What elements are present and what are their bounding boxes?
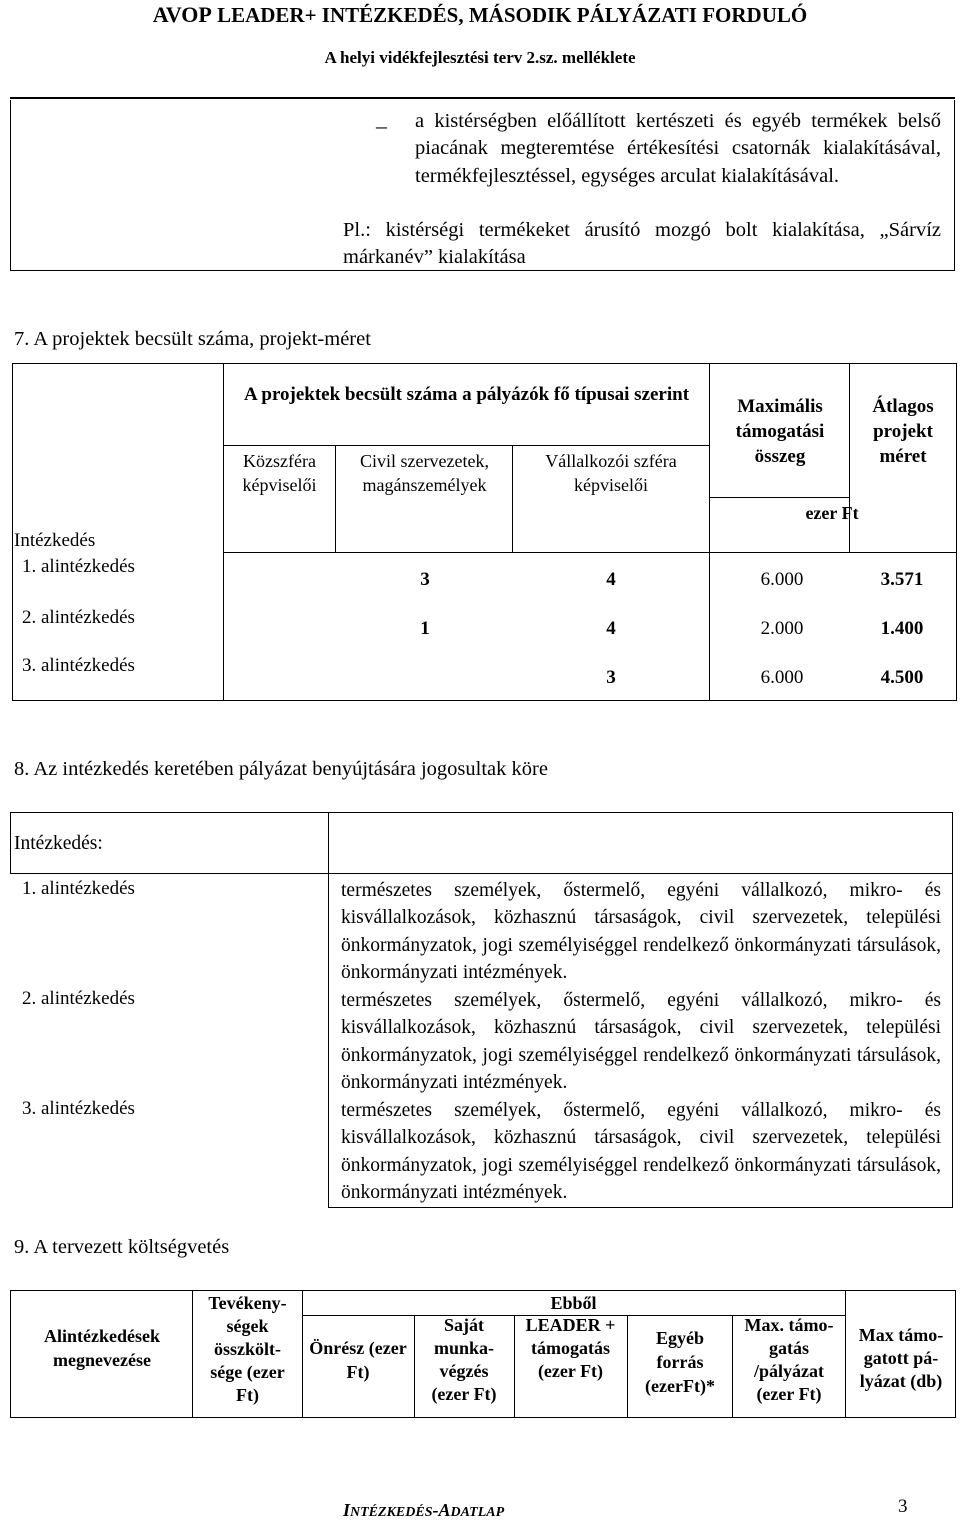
budget-divider-v5 (627, 1315, 628, 1418)
eligibility-header: Intézkedés: (14, 833, 103, 854)
budget-border-bottom (10, 1417, 956, 1418)
row-3-vallalkozoi: 3 (606, 667, 616, 688)
budget-col-onresz: Önrész (ezer Ft) (309, 1338, 407, 1382)
row-header-intezkedes: Intézkedés (14, 530, 96, 551)
header-title-rest: LEADER+ INTÉZKEDÉS, MÁSODIK PÁLYÁZATI FORDULÓ (211, 3, 808, 27)
header-title-prefix: AVOP (152, 2, 212, 27)
header-divider (10, 97, 955, 99)
row-3-atlag: 4.500 (880, 667, 924, 688)
section-9-title: 9. A tervezett költségvetés (14, 1236, 230, 1258)
col-header-civil: Civil szervezetek, magánszemélyek (360, 451, 489, 495)
bullet-dash: – (376, 113, 387, 138)
page-number: 3 (898, 1496, 908, 1517)
col-header-kozszfera: Közszféra képviselői (242, 451, 317, 495)
group-header: A projektek becsült száma a pályázók fő típusai szerint (243, 384, 690, 405)
eligibility-border-top (10, 812, 953, 813)
table-divider-h2 (709, 497, 849, 498)
document-header-subtitle: A helyi vidékfejlesztési terv 2.sz. melléklete (324, 48, 636, 67)
table-divider-h1 (223, 445, 709, 446)
col-header-max: Maximális támogatási összeg (735, 396, 825, 467)
footer-label-rest1: NTÉZKEDÉS (350, 1505, 433, 1520)
row-2-civil: 1 (420, 618, 430, 639)
budget-col-sajat: Saját munka-végzés (ezer Ft) (431, 1315, 497, 1404)
budget-col-name: Alintézkedések megnevezése (44, 1326, 160, 1370)
footer-label-cap2: -A (432, 1500, 451, 1520)
row-1-vallalkozoi: 4 (606, 569, 616, 590)
eligibility-text-2: természetes személyek, őstermelő, egyéni vállalkozó, mikro- és kisvállalkozások, közhasznú társaságok, civil szervezetek, települési önkormányzatok, jogi személyiséggel rendelkező önkormányzati társulások, önkormányzati intézmények. (341, 990, 941, 1093)
row-2-atlag: 1.400 (880, 618, 924, 639)
row-1-atlag: 3.571 (880, 569, 924, 590)
budget-col-maxtam: Max. támo-gatás /pályázat (ezer Ft) (744, 1315, 834, 1404)
budget-col-maxdb: Max támo-gatott pá-lyázat (db) (858, 1325, 944, 1391)
footer-label-rest2: DATLAP (450, 1505, 505, 1520)
budget-divider-v7 (845, 1290, 846, 1418)
row-label-1: 1. alintézkedés (22, 556, 135, 577)
table-border-top (12, 363, 957, 364)
table-border-left (12, 363, 13, 701)
budget-ebbol: Ebből (550, 1293, 597, 1313)
col-header-vallalkozoi: Vállalkozói szféra képviselői (545, 451, 677, 495)
table-divider-v2 (335, 445, 336, 552)
budget-divider-v6 (732, 1315, 733, 1418)
eligibility-text-3: természetes személyek, őstermelő, egyéni vállalkozó, mikro- és kisvállalkozások, közhasznú társaságok, civil szervezetek, települési önkormányzatok, jogi személyiséggel rendelkező önkormányzati társulások, önkormányzati intézmények. (341, 1100, 941, 1203)
eligibility-label-3: 3. alintézkedés (22, 1098, 135, 1119)
table-border-bottom (12, 700, 957, 701)
row-2-max: 2.000 (760, 618, 804, 639)
eligibility-text-1: természetes személyek, őstermelő, egyéni vállalkozó, mikro- és kisvállalkozások, közhasznú társaságok, civil szervezetek, települési önkormányzatok, jogi személyiséggel rendelkező önkormányzati társulások, önkormányzati intézmények. (341, 880, 941, 983)
row-3-max: 6.000 (760, 667, 804, 688)
budget-col-total: Tevékeny-ségek összkölt-sége (ezer Ft) (208, 1293, 287, 1405)
budget-border-left (10, 1290, 11, 1418)
intro-example-text: Pl.: kistérségi termékeket árusító mozgó bolt kialakítása, „Sárvíz márkanév” kialakítása (343, 219, 941, 269)
row-2-vallalkozoi: 4 (606, 618, 616, 639)
eligibility-border-left (10, 812, 11, 873)
eligibility-divider-h (10, 873, 953, 874)
row-label-2: 2. alintézkedés (22, 607, 135, 628)
projects-table (12, 363, 957, 701)
table-border-right (956, 363, 957, 701)
col-header-atlag: Átlagos projekt méret (872, 396, 934, 467)
document-header-title (0, 2, 960, 28)
table-divider-v1 (223, 363, 224, 701)
budget-table (10, 1290, 956, 1418)
eligibility-border-right (952, 812, 953, 1208)
row-1-max: 6.000 (760, 569, 804, 590)
table-divider-v4 (709, 363, 710, 701)
budget-divider-v4 (514, 1315, 515, 1418)
budget-border-right (955, 1290, 956, 1418)
row-1-civil: 3 (420, 569, 430, 590)
footer-label-cap1: I (343, 1500, 351, 1520)
eligibility-label-1: 1. alintézkedés (22, 878, 135, 899)
eligibility-divider-v (328, 812, 329, 1208)
eligibility-border-bottom (328, 1207, 953, 1208)
section-7-title: 7. A projektek becsült száma, projekt-méret (14, 328, 371, 350)
section-8-title: 8. Az intézkedés keretében pályázat benyújtására jogosultak köre (14, 758, 548, 780)
budget-divider-v1 (192, 1290, 193, 1418)
intro-bullet-text: a kistérségben előállított kertészeti és egyéb termékek belső piacának megteremtése értékesítési csatornák kialakításával, termékfejlesztéssel, egységes arculat kialakításával. (415, 110, 941, 187)
budget-col-egyeb: Egyéb forrás (ezerFt)* (645, 1328, 715, 1396)
budget-col-leader: LEADER + támogatás (ezer Ft) (525, 1315, 616, 1381)
unit-label: ezer Ft (805, 503, 859, 523)
row-label-3: 3. alintézkedés (22, 655, 135, 676)
eligibility-label-2: 2. alintézkedés (22, 988, 135, 1009)
budget-divider-v3 (414, 1315, 415, 1418)
table-divider-h3 (223, 552, 956, 553)
